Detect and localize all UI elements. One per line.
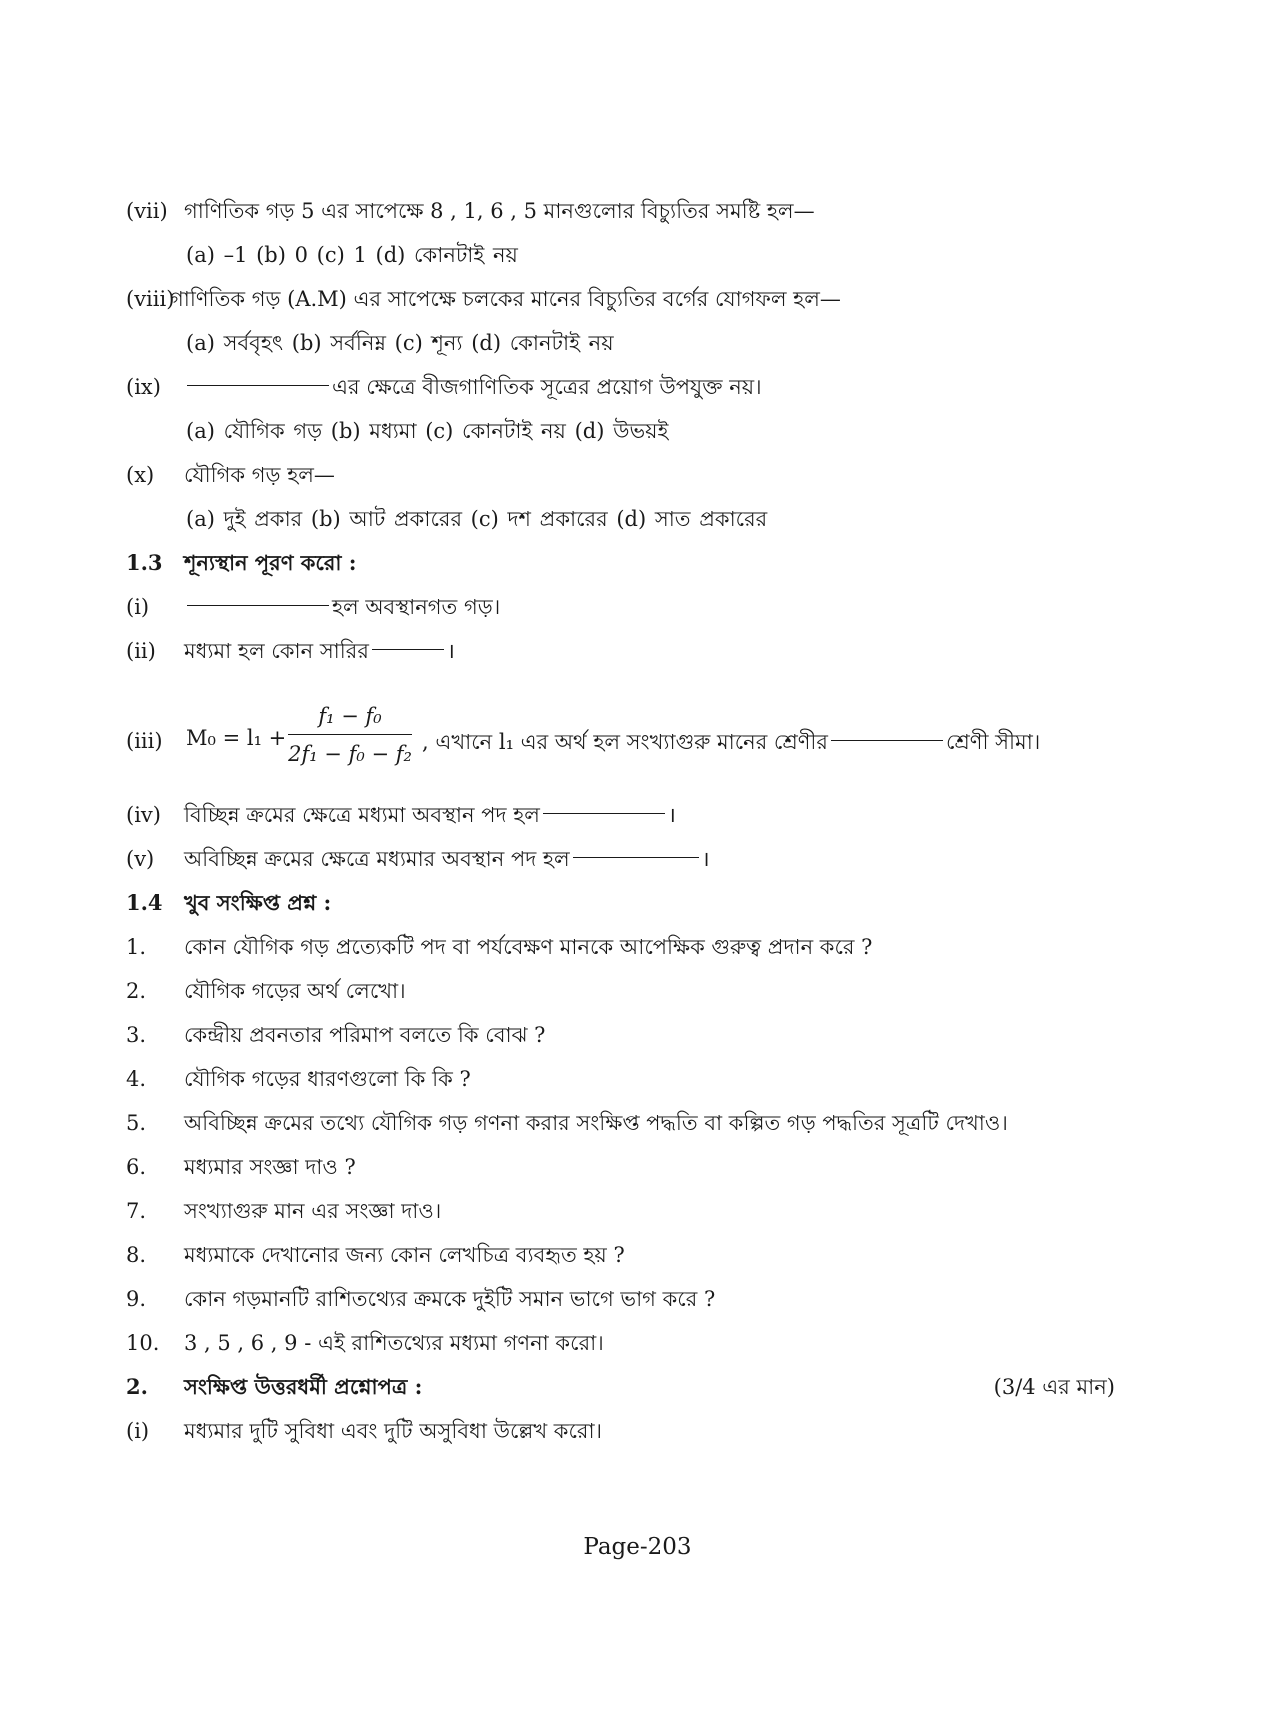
options-text: (a) সর্ববৃহৎ (b) সর্বনিম্ন (c) শূন্য (d) কোনটাই নয় — [186, 331, 614, 355]
question-number: (viii) — [126, 287, 175, 311]
item-text-after-blank: । — [667, 803, 676, 827]
options-text: (a) দুই প্রকার (b) আট প্রকারের (c) দশ প্রকারের (d) সাত প্রকারের — [186, 507, 768, 531]
item-number: (v) — [126, 847, 155, 871]
question-text: যৌগিক গড়ের ধারণগুলো কি কি ? — [184, 1067, 471, 1091]
section-title: শূন্যস্থান পূরণ করো : — [184, 550, 357, 575]
answer-blank — [543, 813, 665, 814]
options-text: (a) যৌগিক গড় (b) মধ্যমা (c) কোনটাই নয় (d) উভয়ই — [186, 419, 669, 443]
question-text: 3 , 5 , 6 , 9 - এই রাশিতথ্যের মধ্যমা গণনা করো। — [184, 1331, 604, 1355]
section-title: সংক্ষিপ্ত উত্তরধর্মী প্রশ্নোপত্র : — [184, 1374, 423, 1399]
answer-blank — [372, 649, 444, 650]
question-number: 8. — [126, 1243, 147, 1267]
section-number: 1.4 — [126, 890, 163, 915]
item-text-after-blank: । — [446, 639, 455, 663]
question-number: (ix) — [126, 375, 161, 399]
fraction-numerator: f₁ − f₀ — [318, 704, 382, 728]
question-text: কেন্দ্রীয় প্রবনতার পরিমাপ বলতে কি বোঝ ? — [184, 1023, 546, 1047]
item-number: (iv) — [126, 803, 161, 827]
question-text: কোন গড়মানটি রাশিতথ্যের ক্রমকে দুইটি সমান ভাগে ভাগ করে ? — [184, 1287, 716, 1311]
question-number: 2. — [126, 979, 147, 1003]
question-text — [184, 372, 762, 402]
question-number: 5. — [126, 1111, 147, 1135]
formula-fraction — [286, 698, 414, 773]
question-text: যৌগিক গড় হল— — [184, 463, 335, 487]
formula-lhs: M₀ = l₁ + — [186, 726, 287, 750]
item-text-before-blank: মধ্যমা হল কোন সারির — [184, 639, 369, 663]
item-text-before-blank: বিচ্ছিন্ন ক্রমের ক্ষেত্রে মধ্যমা অবস্থান পদ হল — [184, 803, 540, 827]
answer-blank — [573, 857, 699, 858]
question-text: কোন যৌগিক গড় প্রত্যেকটি পদ বা পর্যবেক্ষণ মানকে আপেক্ষিক গুরুত্ব প্রদান করে ? — [184, 935, 873, 959]
item-text-before-blank: , এখানে l₁ এর অর্থ হল সংখ্যাগুরু মানের শ্রেণীর — [422, 730, 828, 754]
item-number: (i) — [126, 1419, 150, 1443]
question-number: 6. — [126, 1155, 147, 1179]
formula-explanation — [422, 726, 1040, 761]
question-text: গাণিতিক গড় (A.M) এর সাপেক্ষে চলকের মানের বিচ্যুতির বর্গের যোগফল হল— — [170, 287, 841, 311]
question-number: 9. — [126, 1287, 147, 1311]
answer-blank — [831, 740, 943, 741]
item-text-after-blank: শ্রেণী সীমা। — [945, 730, 1041, 754]
page-number: Page-203 — [583, 1534, 692, 1560]
question-number: 7. — [126, 1199, 147, 1223]
item-number: (ii) — [126, 639, 156, 663]
question-number: 4. — [126, 1067, 147, 1091]
item-number: (iii) — [126, 729, 163, 753]
question-text: মধ্যমাকে দেখানোর জন্য কোন লেখচিত্র ব্যবহৃত হয় ? — [184, 1243, 625, 1267]
question-number: (x) — [126, 463, 155, 487]
section-title: খুব সংক্ষিপ্ত প্রশ্ন : — [184, 890, 332, 915]
answer-blank — [187, 605, 329, 606]
item-text-after-blank: হল অবস্থানগত গড়। — [332, 595, 501, 619]
question-text: সংখ্যাগুরু মান এর সংজ্ঞা দাও। — [184, 1199, 442, 1223]
question-text: মধ্যমার সংজ্ঞা দাও ? — [184, 1155, 356, 1179]
question-text: অবিচ্ছিন্ন ক্রমের তথ্যে যৌগিক গড় গণনা করার সংক্ষিপ্ত পদ্ধতি বা কল্পিত গড় পদ্ধতির সূত্রটি দেখাও। — [184, 1111, 1008, 1135]
question-number: 1. — [126, 935, 147, 959]
item-number: (i) — [126, 595, 150, 619]
item-text — [184, 844, 710, 874]
question-number: 3. — [126, 1023, 147, 1047]
question-number: (vii) — [126, 199, 168, 223]
item-text-after-blank: । — [701, 847, 710, 871]
item-text: মধ্যমার দুটি সুবিধা এবং দুটি অসুবিধা উল্লেখ করো। — [184, 1419, 603, 1443]
options-text: (a) –1 (b) 0 (c) 1 (d) কোনটাই নয় — [186, 243, 518, 267]
item-text — [184, 592, 500, 622]
section-number: 2. — [126, 1374, 148, 1399]
question-text: গাণিতিক গড় 5 এর সাপেক্ষে 8 , 1, 6 , 5 মানগুলোর বিচ্যুতির সমষ্টি হল— — [184, 199, 815, 223]
question-text: যৌগিক গড়ের অর্থ লেখো। — [184, 979, 406, 1003]
item-text-before-blank: অবিচ্ছিন্ন ক্রমের ক্ষেত্রে মধ্যমার অবস্থান পদ হল — [184, 847, 570, 871]
marks-label: (3/4 এর মান) — [993, 1375, 1115, 1399]
fraction-denominator: 2f₁ − f₀ − f₂ — [288, 742, 412, 766]
question-number: 10. — [126, 1331, 160, 1355]
section-number: 1.3 — [126, 550, 163, 575]
answer-blank — [187, 385, 329, 386]
question-text-after-blank: এর ক্ষেত্রে বীজগাণিতিক সূত্রের প্রয়োগ উপযুক্ত নয়। — [332, 375, 762, 399]
item-text — [184, 636, 455, 666]
item-text — [184, 800, 676, 830]
